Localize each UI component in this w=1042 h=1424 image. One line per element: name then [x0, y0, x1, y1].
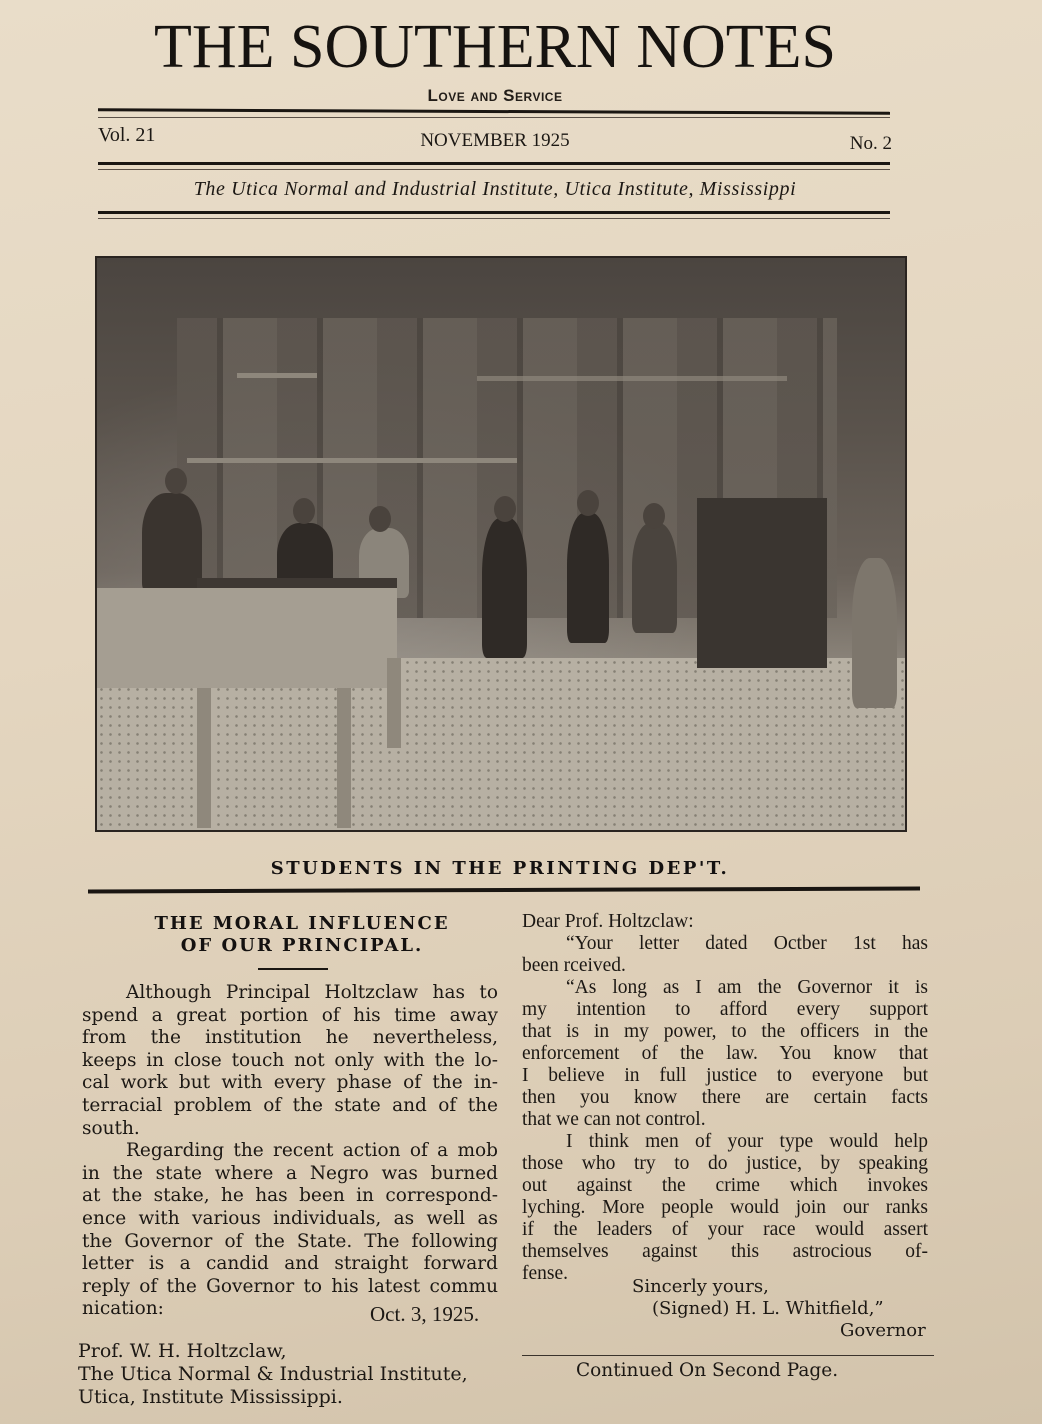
institute-line: The Utica Normal and Industrial Institute, Utica Institute, Mississippi [193, 178, 797, 200]
photo-table-leg [197, 688, 211, 828]
paragraph-line: at the stake, he has been in correspond- [82, 1185, 498, 1207]
photo-person-head [577, 490, 599, 516]
address-line: Prof. W. H. Holtzclaw, [78, 1340, 287, 1362]
paragraph-line: I believe in full justice to everyone but [522, 1065, 928, 1086]
paragraph-line: keeps in close touch not only with the lo- [82, 1049, 498, 1071]
paragraph-line: themselves against this astrocious of- [522, 1241, 928, 1262]
headline-divider [258, 968, 328, 970]
photo-person [567, 513, 609, 643]
paragraph-line: nication: [82, 1298, 164, 1320]
issue-number: No. 2 [849, 133, 892, 154]
photo-table [97, 588, 397, 688]
paragraph-line: out against the crime which invokes [522, 1175, 928, 1196]
paragraph-line: those who try to do justice, by speaking [522, 1153, 928, 1174]
paragraph-line: the Governor of the State. The following [82, 1230, 498, 1252]
continued-rule [522, 1355, 934, 1356]
paragraph-line: “Your letter dated Octber 1st has [566, 933, 928, 954]
paragraph-line: from the institution he nevertheless, [82, 1027, 498, 1049]
masthead-rule-bottom-thin [98, 218, 890, 219]
masthead-rule-bottom [98, 211, 890, 214]
printing-department-photo [95, 256, 907, 832]
paragraph-line: lyching. More people would join our ranks [522, 1197, 928, 1218]
newspaper-motto: Love and Service [427, 86, 563, 105]
paragraph-line: been rceived. [522, 955, 626, 976]
photo-shelf [187, 458, 517, 463]
paragraph-line: my intention to afford every support [522, 999, 928, 1020]
address-line: The Utica Normal & Industrial Institute, [78, 1363, 468, 1385]
continued-notice: Continued On Second Page. [576, 1360, 839, 1381]
photo-table-leg [387, 658, 401, 748]
masthead-rule-top [98, 108, 890, 114]
paragraph-line: letter is a candid and straight forward [82, 1253, 498, 1275]
photo-printing-press [697, 498, 827, 668]
paragraph-line: terracial problem of the state and of the [82, 1094, 498, 1116]
address-line: Utica, Institute Mississippi. [78, 1386, 343, 1408]
letter-closing: Sincerly yours, [632, 1276, 769, 1297]
photo-table-leg [337, 688, 351, 828]
article-headline-line2: OF OUR PRINCIPAL. [180, 935, 424, 956]
photo-person [632, 523, 677, 633]
paragraph-line: fense. [522, 1263, 569, 1284]
article-left-column [82, 982, 498, 1321]
photo-shelf [237, 373, 317, 378]
photo-shelf [477, 376, 787, 381]
signer-title: Governor [840, 1320, 926, 1341]
issue-date: NOVEMBER 1925 [420, 130, 570, 151]
photo-person-head [494, 496, 516, 522]
photo-person [482, 518, 527, 658]
paragraph-line: enforcement of the law. You know that [522, 1043, 928, 1064]
paragraph-line: then you know there are certain facts [522, 1087, 928, 1108]
masthead-rule-top-thin [98, 117, 890, 118]
letter-date: Oct. 3, 1925. [370, 1302, 480, 1326]
photo-person-head [165, 468, 187, 494]
paragraph-line: I think men of your type would help [566, 1131, 928, 1152]
paragraph-line: “As long as I am the Governor it is [566, 977, 928, 998]
masthead-rule-middle-thin [98, 169, 890, 170]
paragraph-line: Although Principal Holtzclaw has to [126, 982, 498, 1003]
photo-person [852, 558, 897, 708]
letter-address [78, 1340, 518, 1409]
paragraph-line: in the state where a Negro was burned [82, 1162, 498, 1184]
photo-person [142, 493, 202, 593]
photo-person-head [369, 506, 391, 532]
volume-number: Vol. 21 [98, 124, 156, 146]
paragraph-line: ence with various individuals, as well as [82, 1207, 498, 1229]
paragraph-line: that we can not control. [522, 1109, 706, 1130]
caption-rule [88, 887, 920, 894]
photo-person-head [293, 498, 315, 524]
letter-signature: (Signed) H. L. Whitfield,” [652, 1298, 884, 1319]
paragraph-line: if the leaders of your race would assert [522, 1219, 928, 1240]
photo-caption: STUDENTS IN THE PRINTING DEP'T. [270, 858, 730, 879]
article-headline-line1: THE MORAL INFLUENCE [154, 913, 450, 934]
paragraph-line: that is in my power, to the officers in the [522, 1021, 928, 1042]
paragraph-line: Regarding the recent action of a mob [126, 1140, 498, 1162]
paragraph-line: cal work but with every phase of the in- [82, 1072, 498, 1094]
masthead-rule-middle [98, 162, 890, 165]
paragraph-line: spend a great portion of his time away [82, 1004, 498, 1026]
paragraph-line: south. [82, 1117, 140, 1139]
photo-person-head [643, 503, 665, 529]
letter-salutation: Dear Prof. Holtzclaw: [522, 911, 694, 932]
article-right-column [522, 911, 928, 1285]
newspaper-title: THE SOUTHERN NOTES [154, 13, 836, 81]
paragraph-line: reply of the Governor to his latest commu [82, 1275, 498, 1297]
